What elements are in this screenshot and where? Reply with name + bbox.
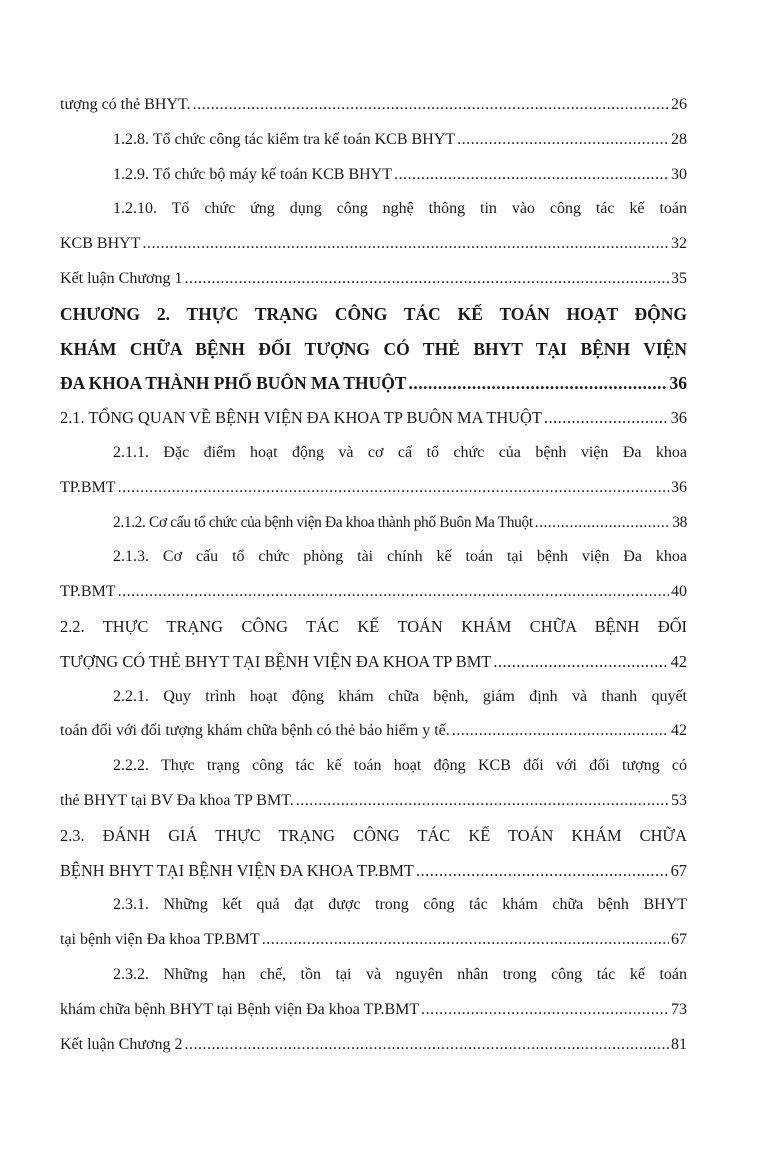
toc-entry[interactable]: Kết luận Chương 1 ..... 35	[60, 262, 687, 297]
page-number: 30	[671, 165, 687, 183]
toc-entry[interactable]: 2.2.1. Quy trình hoạt động khám chữa bệnh, giám định và thanh quyết	[113, 687, 687, 705]
page-number: 36	[669, 373, 687, 394]
toc-entry-continuation[interactable]: khám chữa bệnh BHYT tại Bệnh viện Đa khoa TP.BMT ..... 73	[60, 993, 687, 1028]
toc-entry-continuation[interactable]: toán đối với đối tượng khám chữa bệnh có thẻ bảo hiểm y tế. ..... 42	[60, 714, 687, 749]
section-heading[interactable]: 2.3. ĐÁNH GIÁ THỰC TRẠNG CÔNG TÁC KẾ TOÁN KHÁM CHỮA	[60, 825, 687, 845]
toc-entry-continuation[interactable]: TP.BMT ..... 36	[60, 471, 687, 506]
dot-leader	[544, 401, 669, 436]
page-number: 67	[670, 860, 687, 880]
page-number: 67	[671, 931, 687, 949]
section-heading[interactable]: 2.1. TỔNG QUAN VỀ BỆNH VIỆN ĐA KHOA TP BUÔN MA THUỘT ..... 36	[60, 401, 687, 436]
page-number: 36	[671, 478, 687, 496]
page-number: 42	[670, 651, 687, 671]
dot-leader	[493, 645, 668, 680]
dot-leader	[535, 506, 671, 541]
section-heading[interactable]: 2.2. THỰC TRẠNG CÔNG TÁC KẾ TOÁN KHÁM CHỮA BỆNH ĐỐI	[60, 616, 687, 636]
toc-entry[interactable]: 2.3.1. Những kết quả đạt được trong công tác khám chữa bệnh BHYT	[113, 896, 687, 914]
toc-entry-continuation[interactable]: TP.BMT ..... 40	[60, 575, 687, 610]
dot-leader	[142, 227, 669, 262]
toc-entry[interactable]: 1.2.9. Tổ chức bộ máy kế toán KCB BHYT ..... 30	[60, 158, 687, 193]
toc-entry[interactable]: 2.1.3. Cơ cấu tổ chức phòng tài chính kế toán tại bệnh viện Đa khoa	[113, 548, 687, 566]
page-number: 26	[671, 96, 687, 113]
dot-leader	[416, 854, 669, 889]
page-number: 35	[671, 269, 687, 287]
toc-entry[interactable]: 2.3.2. Những hạn chế, tồn tại và nguyên nhân trong công tác kế toán	[113, 965, 687, 983]
dot-leader	[184, 1028, 669, 1063]
page-number: 28	[671, 130, 687, 148]
dot-leader	[193, 88, 669, 123]
page-number: 81	[671, 1035, 687, 1053]
dot-leader	[296, 784, 669, 819]
dot-leader	[184, 262, 669, 297]
toc-entry[interactable]: 1.2.10. Tổ chức ứng dụng công nghệ thông tin vào công tác kế toán	[113, 200, 687, 218]
dot-leader	[118, 471, 669, 506]
toc-entry[interactable]: 2.1.1. Đặc điểm hoạt động và cơ cấ tổ chức của bệnh viện Đa khoa	[113, 443, 687, 461]
dot-leader	[452, 714, 669, 749]
toc-entry[interactable]: 2.1.2. Cơ cấu tổ chức của bệnh viện Đa khoa thành phố Buôn Ma Thuột ..... 38	[60, 506, 687, 541]
page-number: 36	[670, 408, 687, 428]
section-heading[interactable]: TƯỢNG CÓ THẺ BHYT TẠI BỆNH VIỆN ĐA KHOA TP BMT ..... 42	[60, 645, 687, 680]
dot-leader	[408, 366, 667, 401]
dot-leader	[394, 158, 669, 193]
toc-entry[interactable]: 1.2.8. Tổ chức công tác kiểm tra kế toán KCB BHYT ..... 28	[60, 123, 687, 158]
chapter-heading[interactable]: KHÁM CHỮA BỆNH ĐỐI TƯỢNG CÓ THẺ BHYT TẠI BỆNH VIỆN	[60, 338, 687, 359]
toc-entry[interactable]: 2.2.2. Thực trạng công tác kế toán hoạt động KCB đối với đối tượng có	[113, 757, 687, 775]
chapter-heading[interactable]: CHƯƠNG 2. THỰC TRẠNG CÔNG TÁC KẾ TOÁN HOẠT ĐỘNG	[60, 303, 687, 324]
dot-leader	[457, 123, 669, 158]
toc-entry-continuation[interactable]: KCB BHYT ..... 32	[60, 227, 687, 262]
page-number: 40	[671, 583, 687, 601]
page-number: 42	[671, 722, 687, 740]
page-number: 32	[671, 235, 687, 253]
toc-entry[interactable]: Kết luận Chương 2 ..... 81	[60, 1028, 687, 1063]
chapter-heading[interactable]: ĐA KHOA THÀNH PHỐ BUÔN MA THUỘT ..... 36	[60, 366, 687, 401]
dot-leader	[262, 923, 669, 958]
dot-leader	[421, 993, 669, 1028]
table-of-contents	[60, 88, 687, 1062]
dot-leader	[118, 575, 669, 610]
page-number: 73	[671, 1000, 687, 1018]
toc-entry-continuation[interactable]: thẻ BHYT tại BV Đa khoa TP BMT. ..... 53	[60, 784, 687, 819]
toc-entry[interactable]: tượng có thẻ BHYT. ..... 26	[60, 88, 687, 123]
page-number: 38	[672, 513, 687, 531]
toc-entry-continuation[interactable]: tại bệnh viện Đa khoa TP.BMT ..... 67	[60, 923, 687, 958]
page-number: 53	[671, 791, 687, 809]
section-heading[interactable]: BỆNH BHYT TẠI BỆNH VIỆN ĐA KHOA TP.BMT ..... 67	[60, 854, 687, 889]
